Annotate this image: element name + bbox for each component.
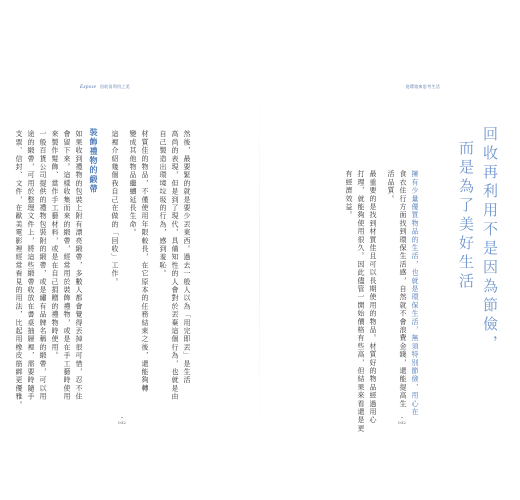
- body-column: 材質佳的物品，不僅使用年限較長，在它原本的任務結束之後，還能夠轉: [141, 130, 149, 393]
- body-column: 途的緞帶，可用於整理文件上，將這些緞帶收放在書桌抽屜裡，需要時隨手: [27, 130, 35, 401]
- left-page: [0, 78, 258, 438]
- header-series-name: Expose: [80, 85, 97, 90]
- lead-column: 擁有少量優質物品的生活，也就是環保生活，無須特別節儉，用心在: [411, 170, 419, 416]
- book-gutter: [259, 78, 260, 438]
- body-column: 這裡介紹幾個我自己在做的「回收」工作。: [111, 130, 119, 286]
- body-column: 活品質。: [387, 170, 395, 203]
- body-column: 自己製造出環境垃圾的行為，感到羞恥。: [159, 130, 167, 278]
- body-column: 高尚的表現，但是到了現代，具備知性的人會對於丟棄這個行為，也就是由: [171, 130, 179, 401]
- body-column: 一般百貨公司提供的禮物包裝附的緞帶，或是繡有品牌名稱的緞帶，可以用: [39, 130, 47, 401]
- page-number-text: 032: [118, 420, 126, 425]
- chapter-title-line: 回收再利用不是因為節儉，: [481, 126, 499, 354]
- chapter-title-line: 而是為了美好生活: [457, 140, 475, 292]
- body-column: 有經濟效益。: [345, 170, 353, 220]
- section-subheading: 裝飾禮物的緞帶: [89, 128, 99, 194]
- body-column: 然後，最要緊的就是要少丟東西。過去一般人以為「用完即丟」是生活: [183, 130, 191, 385]
- right-page: [262, 78, 520, 438]
- body-column: 最重要的是找到材質佳且可以長期使用的物品。材質好的物品經過用心: [369, 170, 377, 425]
- page-number-text: 032: [398, 420, 406, 425]
- body-column: 變成其他物品繼續延長生命。: [129, 130, 137, 237]
- header-chapter-title: 從環境來思考生活: [405, 84, 440, 89]
- left-page-header: [80, 84, 130, 90]
- body-column: 支票、信封、文件，在歐美電影裡經常看見的用法，比起用橡皮筋綁更優雅。: [15, 130, 23, 409]
- body-column: 來製作髮飾、當作手工藝材料，或是在自己捐贈的禮物時使用。: [51, 130, 59, 360]
- page-number: • 032: [118, 415, 126, 425]
- chapter-title: [454, 126, 502, 354]
- body-column: 如果收到禮物的包裝上附有漂亮緞帶，多數人都會覺得丟掉很可惜，忍不住: [75, 130, 83, 401]
- right-page-header: [406, 84, 440, 90]
- page-number: • 032: [398, 415, 406, 425]
- body-column: 打理，就能夠使用很久。因此儘管一開始價格有些高，但結果來看還是更: [357, 170, 365, 433]
- body-column: 食衣住行方面找到環保生活感，自然就不會浪費金錢，還能提高生: [399, 170, 407, 408]
- body-column: 會留下來。這樣收集而來的緞帶，經常用於裝飾禮物，或是在手工藝時使用: [63, 130, 71, 401]
- header-chapter-title: 回收再利用之美: [99, 84, 130, 89]
